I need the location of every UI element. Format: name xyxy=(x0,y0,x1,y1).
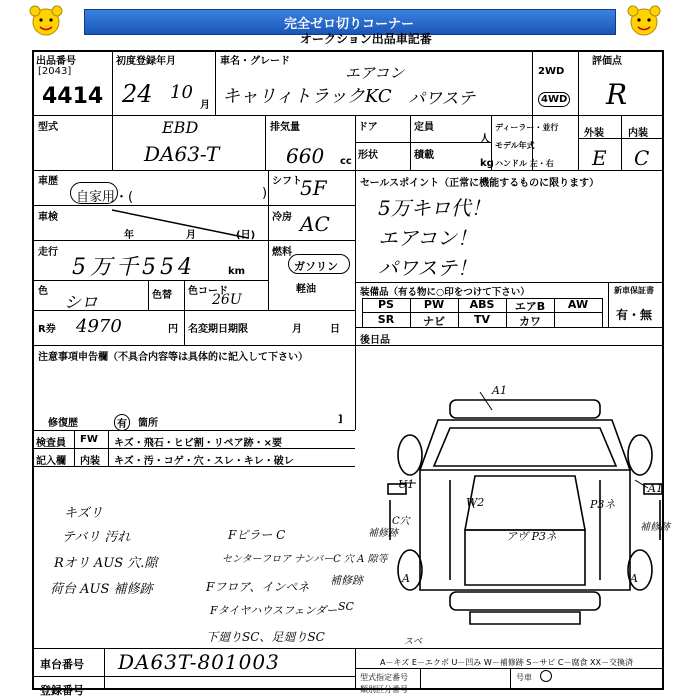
equip-sr: SR xyxy=(377,313,395,326)
inspection-row-2: キズ・汚・コゲ・穴・スレ・キレ・破レ xyxy=(114,456,294,467)
equip-pw: PW xyxy=(423,298,445,311)
banner-title: 完全ゼロ切りコーナー xyxy=(283,17,414,32)
drive-2wd: 2WD xyxy=(538,66,565,77)
footer-unit-label: 号車 xyxy=(516,673,532,682)
model-prefix: EBD xyxy=(162,118,199,137)
mark-a-right: A xyxy=(630,572,638,585)
inspection-row-1: キズ・飛石・ヒビ割・リペア跡・×要 xyxy=(114,438,282,449)
color-label: 色 xyxy=(38,286,48,297)
type-circle xyxy=(70,182,118,204)
mark-a1-right: A1 xyxy=(648,482,663,495)
handle-label: ハンドル 左・右 xyxy=(495,159,554,168)
recycle-value: 4970 xyxy=(76,316,122,337)
exterior-label: 外装 xyxy=(584,128,604,139)
lot-label: 出品番号 xyxy=(36,56,76,67)
inspection-label: 車検 xyxy=(38,212,58,223)
name-change-day: 日 xyxy=(330,324,340,335)
dealer-label: ディーラー・並行 xyxy=(495,123,559,132)
fuel-circle xyxy=(288,254,350,274)
name-change-month: 月 xyxy=(292,324,302,335)
equip-aw: AW xyxy=(567,298,589,311)
shift-label: シフト xyxy=(272,176,302,187)
mark-p3: P3ネ xyxy=(590,498,616,511)
mascot-left-icon xyxy=(24,4,68,38)
mark-bottom: スベ xyxy=(404,637,423,647)
equip-leather: カワ xyxy=(519,315,541,328)
month-unit: 月 xyxy=(200,100,210,111)
fuel-value: ガソリン xyxy=(294,260,338,273)
interior-row-label: 内装 xyxy=(80,456,100,467)
mark-ag-p: アヴ P3ネ xyxy=(506,530,557,543)
chassis-value: DA63T-801003 xyxy=(118,650,280,674)
equip-abs: ABS xyxy=(469,298,495,311)
entry-label: 記入欄 xyxy=(36,456,66,467)
selling-point-1: 5万キロ代！ xyxy=(378,196,491,220)
inspection-day-unit: (日) xyxy=(236,230,256,241)
equip-ps: PS xyxy=(378,298,394,311)
mascot-right-icon xyxy=(622,4,666,38)
ac-label: 冷房 xyxy=(272,212,292,223)
yen-unit: 円 xyxy=(168,324,178,335)
mark-w2: W2 xyxy=(466,496,485,509)
note-left-3: Rオリ AUS 穴.隙 xyxy=(54,556,158,571)
mark-a-left: A xyxy=(402,572,410,585)
footer-class-label: 類別区分番号 xyxy=(360,685,408,694)
equipment-label: 装備品（有る物に○印をつけて下さい） xyxy=(360,287,530,298)
mark-left-repair: 補修跡 xyxy=(368,528,398,539)
note-left-4: 荷台 AUS 補修跡 xyxy=(50,582,153,597)
fuel-label: 燃料 xyxy=(272,247,292,258)
interior-label: 内装 xyxy=(628,128,648,139)
grade-ps: パワステ xyxy=(408,89,476,109)
vehicle-outline xyxy=(388,400,662,624)
note-right-4: Fタイヤハウスフェンダー xyxy=(210,604,338,617)
model-year-label: モデル年式 xyxy=(495,141,535,150)
grade-aircon: エアコン xyxy=(345,64,405,82)
note-supplement-1: 補修跡 xyxy=(330,574,363,587)
equip-navi: ナビ xyxy=(423,315,445,328)
note-right-1: Fピラー C xyxy=(228,528,286,542)
color-value: シロ xyxy=(64,293,98,313)
door-label: ドア xyxy=(358,122,378,133)
shift-value: 5F xyxy=(300,176,327,200)
chassis-label: 車台番号 xyxy=(40,658,84,671)
lot-number: 4414 xyxy=(42,84,104,109)
notes-label: 注意事項申告欄（不具合内容等は具体的に記入して下さい） xyxy=(38,352,308,363)
equip-airbag: エアB xyxy=(514,300,546,313)
ac-value: AC xyxy=(300,212,330,236)
drive-4wd: 4WD xyxy=(538,92,570,107)
mileage-label: 走行 xyxy=(38,247,58,258)
cc-unit: cc xyxy=(340,156,352,167)
capacity-label: 定員 xyxy=(414,122,434,133)
fw-label: FW xyxy=(80,434,98,445)
note-supplement-2: SC xyxy=(338,600,354,613)
lot-sub: [2043] xyxy=(38,66,72,77)
model-label: 型式 xyxy=(38,122,58,133)
new-car-value: 有・無 xyxy=(616,308,653,322)
note-right-2: センターフロア ナンバーC 穴 A 隙等 xyxy=(222,554,388,565)
car-name-label: 車名・グレード xyxy=(220,56,290,67)
form-title: オークション出品車記番 xyxy=(300,32,432,46)
first-reg-year: 24 xyxy=(122,80,153,108)
new-car-label: 新車保証書 xyxy=(614,286,654,295)
person-unit: 人 xyxy=(480,134,490,145)
inspection-year-unit: 年 xyxy=(124,230,134,241)
car-name: キャリィトラックKC xyxy=(222,86,392,107)
note-right-3: Fフロア、インペネ xyxy=(206,580,310,594)
color-change-label: 色替 xyxy=(152,290,172,301)
repair-value: 有 xyxy=(114,414,130,431)
score-value: R xyxy=(606,78,628,111)
vehicle-diagram xyxy=(380,380,670,650)
repair-place: 箇所 xyxy=(138,418,158,429)
interior-grade: C xyxy=(634,146,650,170)
kg-unit: kg xyxy=(480,158,494,169)
note-left-1: キズリ xyxy=(64,506,103,521)
km-unit: km xyxy=(228,266,246,277)
displacement-label: 排気量 xyxy=(270,122,300,133)
mark-right-repair: 補修跡 xyxy=(640,522,670,533)
mark-c-left: C穴 xyxy=(392,516,410,527)
shape-label: 形状 xyxy=(358,150,378,161)
mileage-value: 5万千554 xyxy=(72,255,196,280)
diesel-label: 軽油 xyxy=(296,284,316,295)
color-code-label: 色コード xyxy=(188,286,228,297)
recycle-label: R券 xyxy=(38,324,56,335)
model-code: DA63-T xyxy=(144,142,220,166)
name-change-label: 名変期日期限 xyxy=(188,324,248,335)
note-right-5: 下廻りSC、足廻りSC xyxy=(206,630,325,644)
footer-unit-circle xyxy=(540,670,552,682)
inspection-month-unit: 月 xyxy=(186,230,196,241)
exterior-grade: E xyxy=(592,146,607,170)
selling-points-label: セールスポイント（正常に機能するものに限ります） xyxy=(360,178,600,189)
selling-point-2: エアコン！ xyxy=(378,226,477,250)
type-label: 車歴 xyxy=(38,176,58,187)
selling-point-3: パワステ！ xyxy=(378,256,477,280)
repair-label: 修復歴 xyxy=(48,418,78,429)
first-reg-label: 初度登録年月 xyxy=(116,56,176,67)
inspector-label: 検査員 xyxy=(36,438,66,449)
load-label: 積載 xyxy=(414,150,434,161)
color-code-value: 26U xyxy=(212,292,242,308)
rear-items-label: 後日品 xyxy=(360,335,390,346)
mark-u1: U1 xyxy=(398,478,415,491)
damage-legend: A－キズ E－エクボ U－凹み W－補修跡 S－サビ C－腐食 XX－交換済 xyxy=(380,658,634,667)
footer-model-label: 型式指定番号 xyxy=(360,673,408,682)
displacement-value: 660 xyxy=(286,144,325,168)
first-reg-month: 10 xyxy=(170,82,193,103)
inspection-strike xyxy=(110,206,250,240)
repair-bracket: ] xyxy=(338,414,343,425)
score-label: 評価点 xyxy=(592,56,622,67)
equip-tv: TV xyxy=(473,313,491,326)
type-value: 自家用・( xyxy=(76,190,134,205)
note-left-2: テバリ 汚れ xyxy=(62,530,131,545)
mark-a1-top: A1 xyxy=(492,384,507,397)
registration-label: 登録番号 xyxy=(40,684,84,697)
